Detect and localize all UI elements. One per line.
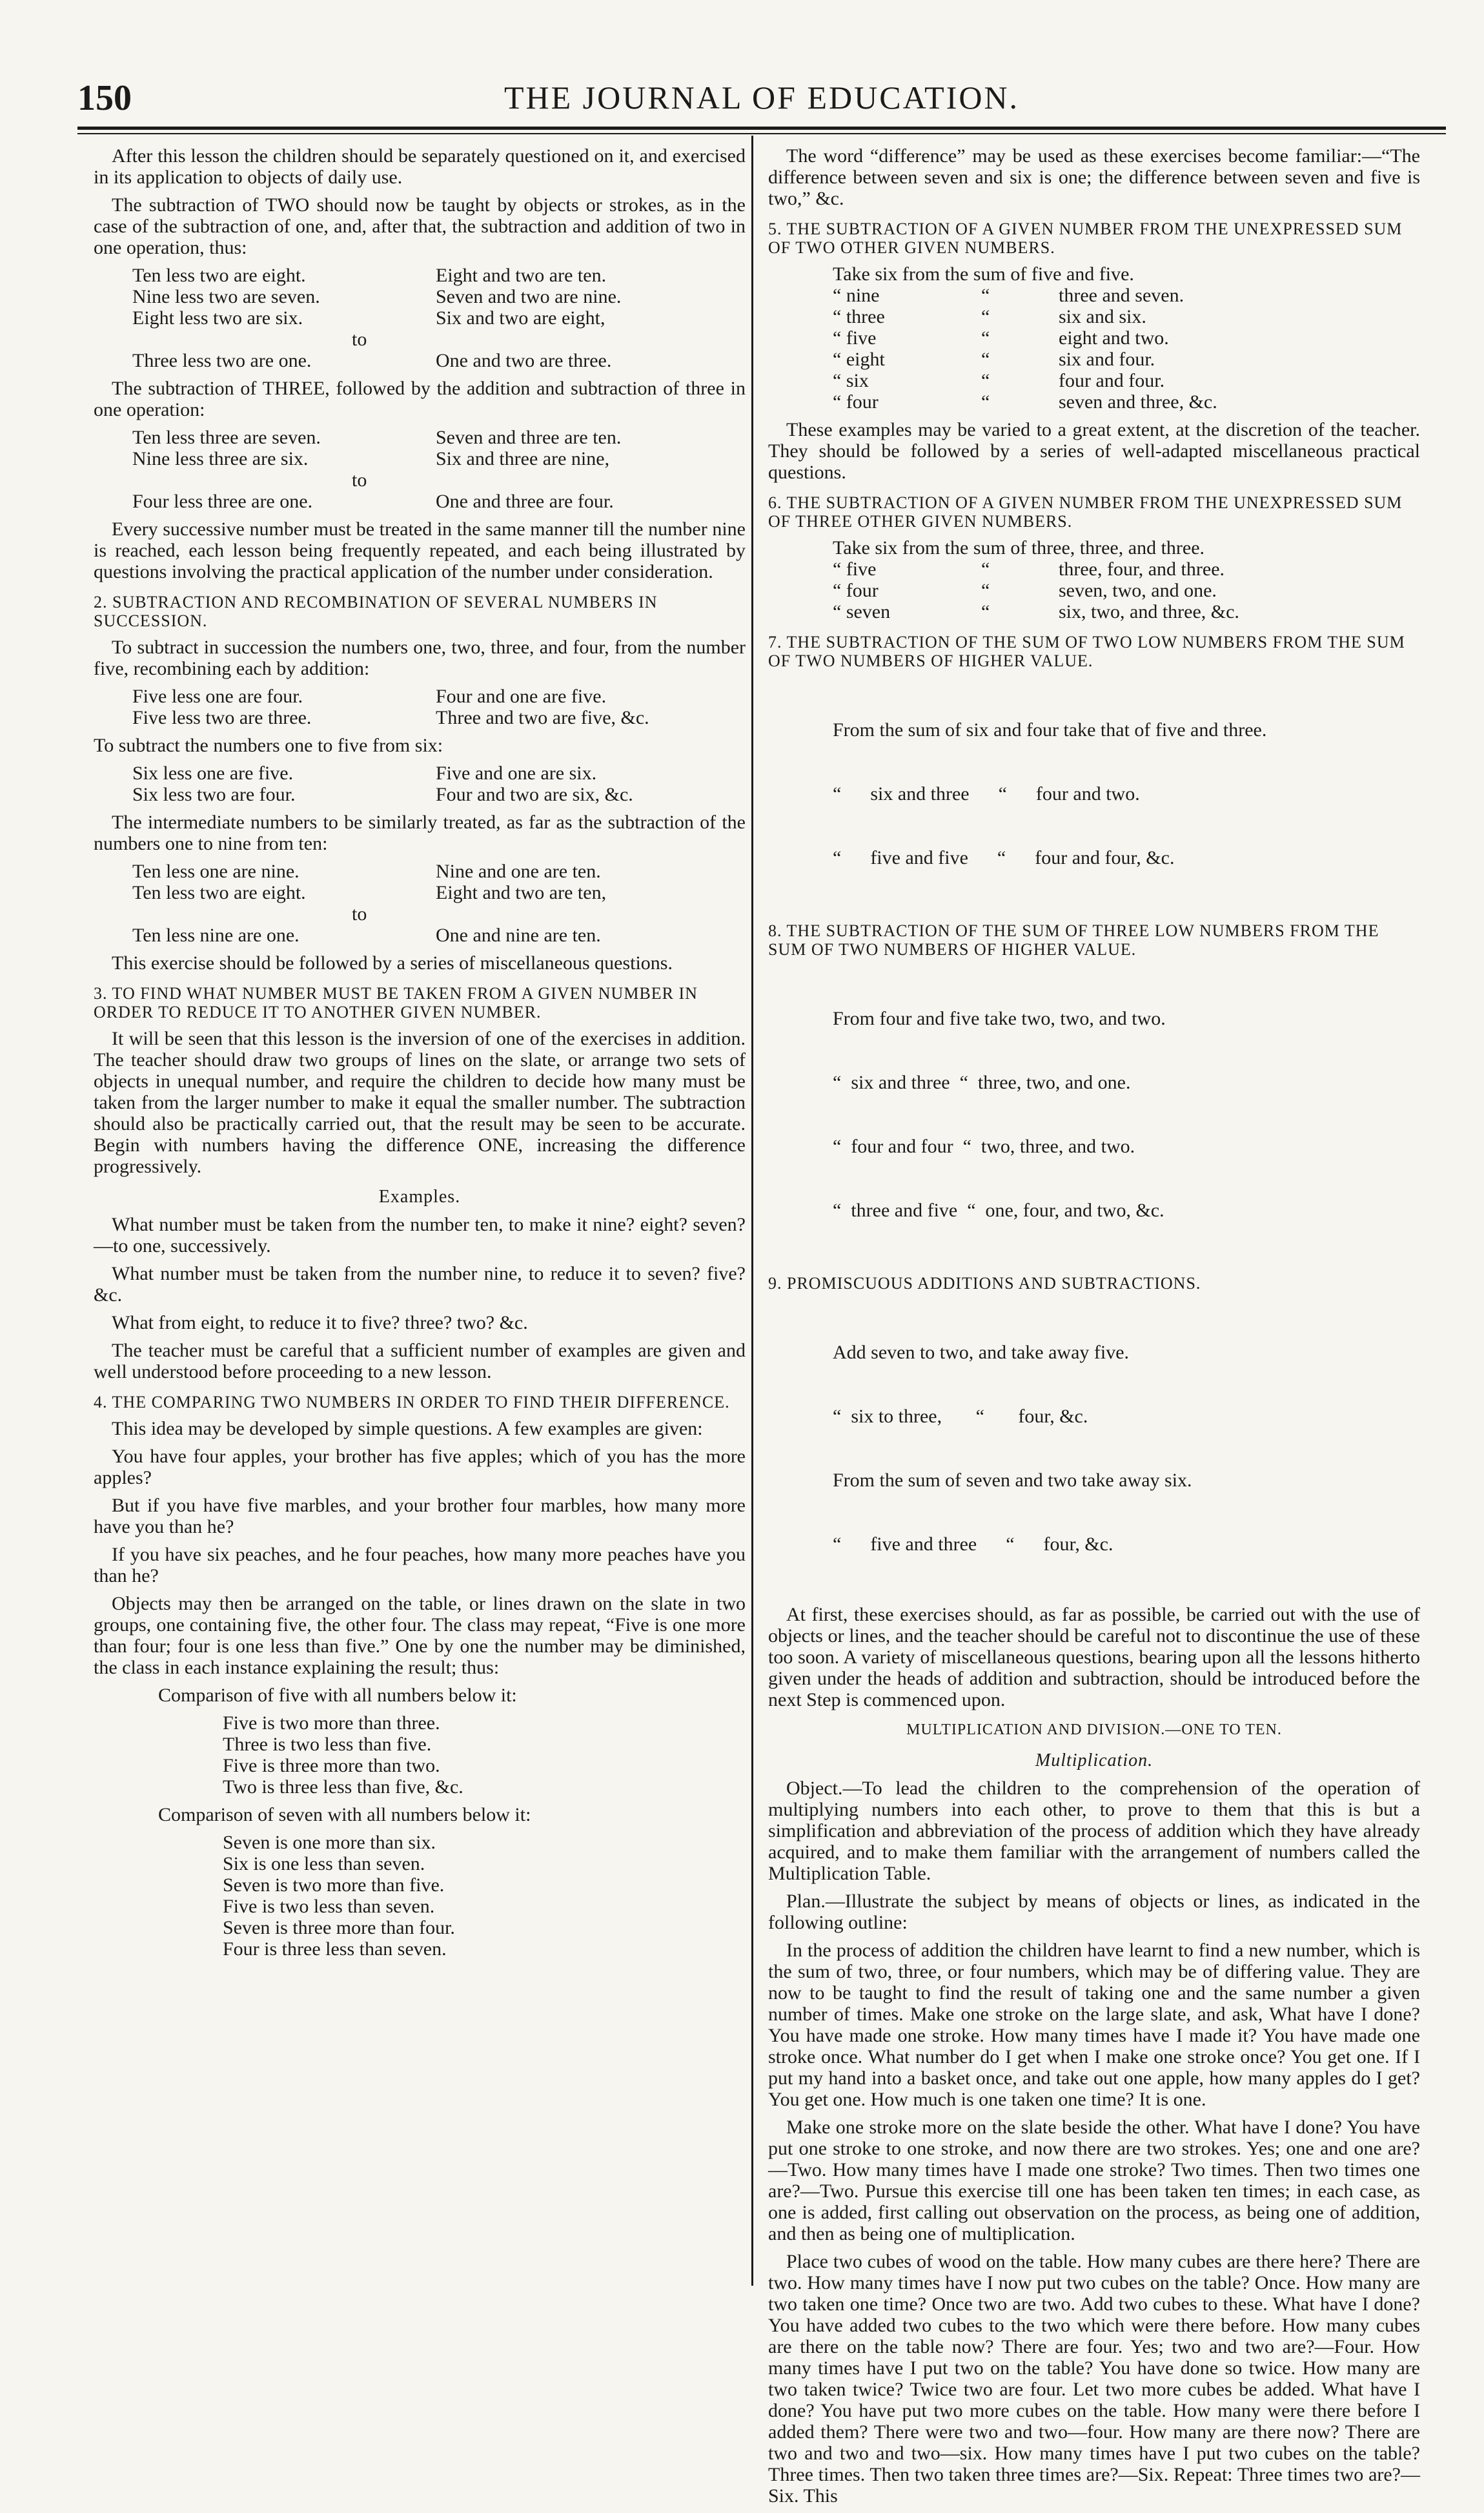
- table-row: Five less one are four. Four and one are five.: [132, 686, 607, 707]
- list-item: Four is three less than seven.: [223, 1938, 447, 1960]
- list-item: “ five and five “ four and four, &c.: [833, 847, 1175, 868]
- table-row: “ three “ six and six.: [833, 306, 1146, 327]
- section-heading: 9. PROMISCUOUS ADDITIONS AND SUBTRACTIONS.: [768, 1274, 1201, 1293]
- table-row: Ten less two are eight. Eight and two are ten.: [132, 265, 607, 286]
- examples-title: Examples.: [378, 1187, 461, 1207]
- paragraph: To subtract the numbers one to five from six:: [94, 735, 443, 756]
- paragraph: To subtract in succession the numbers one, two, three, and four, from the number five, recombining each by addition:: [94, 637, 746, 679]
- list-item: “ four and four “ two, three, and two.: [833, 1136, 1135, 1157]
- exercise-list-seven: [768, 677, 1420, 911]
- table-row: Ten less nine are one. One and nine are ten.: [132, 925, 601, 946]
- list-item: Seven is two more than five.: [223, 1874, 445, 1896]
- subtraction-table-three: [94, 427, 746, 512]
- table-row: “ eight “ six and four.: [833, 349, 1155, 370]
- comparison-list-seven: [94, 1832, 746, 1960]
- list-item: Seven is three more than four.: [223, 1917, 455, 1938]
- paragraph: What number must be taken from the number nine, to reduce it to seven? five? &c.: [94, 1263, 746, 1306]
- left-column: [94, 145, 746, 1966]
- section-heading: 2. SUBTRACTION AND RECOMBINATION OF SEVERAL NUMBERS IN SUCCESSION.: [94, 593, 658, 630]
- table-row: “ seven “ six, two, and three, &c.: [833, 601, 1239, 622]
- section-heading: 3. TO FIND WHAT NUMBER MUST BE TAKEN FROM A GIVEN NUMBER IN ORDER TO REDUCE IT TO ANOTHER GIVEN NUMBER.: [94, 984, 698, 1021]
- list-item: Two is three less than five, &c.: [223, 1776, 463, 1798]
- paragraph: It will be seen that this lesson is the inversion of one of the exercises in addition. The teacher should draw two groups of lines on the slate, or arrange two sets of objects in unequal number, and require the children to decide how many must be taken from the larger number to make it equal the smaller number. The subtraction should also be practically carried out, that the result may be seen to be accurate. Begin with numbers having the difference ONE, increasing the difference progressively.: [94, 1028, 746, 1177]
- list-item: Five is two more than three.: [223, 1712, 440, 1734]
- paragraph: Make one stroke more on the slate beside the other. What have I done? You have put one stroke to one stroke, and now there are two strokes. Yes; one and one are?—Two. How many times have I made one stroke? Two times. Then two times one are?—Two. Pursue this exercise till one has been taken ten times; in each case, as one is added, first calling out observation on the process, as being one of addition, and then as being one of multiplication.: [768, 2117, 1420, 2244]
- paragraph: The subtraction of THREE, followed by the addition and subtraction of three in one operation:: [94, 378, 746, 420]
- comparison-title: Comparison of five with all numbers below it:: [158, 1685, 517, 1706]
- paragraph: Objects may then be arranged on the table, or lines drawn on the slate in two groups, one containing five, the other four. The class may repeat, “Five is one more than four; four is one less than five.” One by one the number may be diminished, the class in each instance explaining the result; thus:: [94, 1593, 746, 1678]
- paragraph: If you have six peaches, and he four peaches, how many more peaches have you than he?: [94, 1544, 746, 1586]
- paragraph: This exercise should be followed by a series of miscellaneous questions.: [112, 952, 673, 974]
- to-word: to: [352, 329, 367, 350]
- subsection-title: Multiplication.: [1035, 1750, 1154, 1770]
- table-row: “ five “ eight and two.: [833, 327, 1169, 349]
- paragraph: In the process of addition the children have learnt to find a new number, which is the sum of two, three, or four numbers, which may be of differing value. They are now to be taught to find the result of taking one and the same number a given number of times. Make one stroke on the large slate, and ask, What have I done? You have made one stroke. How many times have I made it? You have made one stroke once. What number do I get when I make one stroke once? You get one. If I put my hand into a basket once, and take out one apple, how many apples do I get? You get one. How much is one taken one time? It is one.: [768, 1940, 1420, 2110]
- to-word: to: [352, 469, 367, 491]
- to-word: to: [352, 903, 367, 925]
- table-row: Nine less two are seven. Seven and two are nine.: [132, 286, 622, 307]
- section-heading: 6. THE SUBTRACTION OF A GIVEN NUMBER FROM THE UNEXPRESSED SUM OF THREE OTHER GIVEN NUMBERS.: [768, 493, 1403, 531]
- list-item: Three is two less than five.: [223, 1734, 432, 1755]
- paragraph: But if you have five marbles, and your brother four marbles, how many more have you than he?: [94, 1495, 746, 1537]
- section-heading: 5. THE SUBTRACTION OF A GIVEN NUMBER FROM THE UNEXPRESSED SUM OF TWO OTHER GIVEN NUMBERS.: [768, 220, 1403, 257]
- exercise-list-nine: [768, 1299, 1420, 1597]
- list-item: “ six and three “ four and two.: [833, 783, 1140, 805]
- column-divider: [751, 136, 753, 2286]
- table-row: “ four “ seven and three, &c.: [833, 391, 1217, 413]
- exercise-list-eight: [768, 965, 1420, 1264]
- list-item: “ six and three “ three, two, and one.: [833, 1072, 1131, 1093]
- table-row: Six less two are four. Four and two are six, &c.: [132, 784, 633, 805]
- exercise-list-five: [768, 263, 1420, 413]
- list-item: “ five and three “ four, &c.: [833, 1533, 1113, 1555]
- subtraction-table-two: [94, 265, 746, 371]
- section-heading: 4. THE COMPARING TWO NUMBERS IN ORDER TO FIND THEIR DIFFERENCE.: [94, 1393, 730, 1411]
- comparison-list-five: [94, 1712, 746, 1798]
- paragraph: Object.—To lead the children to the comprehension of the operation of multiplying numbers into each other, to prove to them that this is but a simplification and abbreviation of the process of addition which they have already acquired, and to make them familiar with the arrangement of numbers called the Multiplication Table.: [768, 1778, 1420, 1884]
- list-item: From the sum of six and four take that of five and three.: [833, 719, 1267, 741]
- table-row: Ten less three are seven. Seven and three are ten.: [132, 427, 622, 448]
- list-item: Seven is one more than six.: [223, 1832, 436, 1853]
- journal-title: THE JOURNAL OF EDUCATION.: [503, 79, 1020, 116]
- page-header: [77, 77, 1446, 123]
- list-item: Add seven to two, and take away five.: [833, 1342, 1130, 1363]
- list-item: Five is three more than two.: [223, 1755, 440, 1776]
- list-item: From the sum of seven and two take away six.: [833, 1470, 1192, 1491]
- table-row: Ten less two are eight. Eight and two are ten,: [132, 882, 607, 903]
- table-row: Eight less two are six. Six and two are eight,: [132, 307, 605, 329]
- paragraph: The subtraction of TWO should now be taught by objects or strokes, as in the case of the subtraction of one, and, after that, the subtraction and addition of two in one operation, thus:: [94, 194, 746, 258]
- subtraction-table-ten: [94, 861, 746, 946]
- table-row: “ four “ seven, two, and one.: [833, 580, 1217, 601]
- list-item: Five is two less than seven.: [223, 1896, 435, 1917]
- paragraph: Place two cubes of wood on the table. How many cubes are there here? There are two. How many times have I now put two cubes on the table? Once. How many are two taken one time? Once two are two. Add two cubes to these. What have I done? You have added two cubes to the two which were there before. How many cubes are there on the table now? There are four. Yes; two and two are?—Four. How many times have I put two on the table? You have done so twice. How many are two taken twice? Twice two are four. Let two more cubes be added. What have I done? You have put two more cubes on the table. How many were there before I added them? There were two and two—four. How many are there now? There are two and two and two—six. How many times have I put two cubes on the table? Three times. Then two taken three times are?—Six. Repeat: Three times two are?—Six. This: [768, 2251, 1420, 2507]
- comparison-title: Comparison of seven with all numbers below it:: [158, 1804, 531, 1825]
- list-item: “ six to three, “ four, &c.: [833, 1406, 1088, 1427]
- paragraph: You have four apples, your brother has five apples; which of you has the more apples?: [94, 1446, 746, 1488]
- table-row: Three less two are one. One and two are three.: [132, 350, 612, 371]
- page-number: 150: [77, 78, 132, 118]
- table-row: “ nine “ three and seven.: [833, 285, 1184, 306]
- exercise-list-six: [768, 537, 1420, 622]
- table-row: “ five “ three, four, and three.: [833, 559, 1225, 580]
- paragraph: After this lesson the children should be separately questioned on it, and exercised in its application to objects of daily use.: [94, 145, 746, 188]
- list-item: Six is one less than seven.: [223, 1853, 425, 1874]
- header-rule-thin: [77, 133, 1446, 134]
- list-item: Take six from the sum of five and five.: [833, 263, 1134, 285]
- paragraph: What number must be taken from the number ten, to make it nine? eight? seven?—to one, successively.: [94, 1214, 746, 1256]
- subtraction-table-six: [94, 763, 746, 805]
- subtraction-table-five: [94, 686, 746, 728]
- paragraph: The intermediate numbers to be similarly treated, as far as the subtraction of the numbers one to nine from ten:: [94, 812, 746, 854]
- table-row: Nine less three are six. Six and three are nine,: [132, 448, 610, 469]
- table-row: Ten less one are nine. Nine and one are ten.: [132, 861, 601, 882]
- section-title: MULTIPLICATION AND DIVISION.—ONE TO TEN.: [906, 1721, 1282, 1738]
- table-row: Five less two are three. Three and two are five, &c.: [132, 707, 649, 728]
- paragraph: What from eight, to reduce it to five? three? two? &c.: [112, 1312, 528, 1333]
- paragraph: Every successive number must be treated in the same manner till the number nine is reached, each lesson being frequently repeated, and each being illustrated by questions involving the practical application of the number under consideration.: [94, 518, 746, 582]
- paragraph: These examples may be varied to a great extent, at the discretion of the teacher. They should be followed by a series of well-adapted miscellaneous practical questions.: [768, 419, 1420, 483]
- paragraph: The teacher must be careful that a sufficient number of examples are given and well understood before proceeding to a new lesson.: [94, 1340, 746, 1382]
- right-column: [768, 145, 1420, 2513]
- paragraph: Plan.—Illustrate the subject by means of objects or lines, as indicated in the following outline:: [768, 1891, 1420, 1933]
- list-item: Take six from the sum of three, three, and three.: [833, 537, 1205, 559]
- paragraph: This idea may be developed by simple questions. A few examples are given:: [112, 1418, 703, 1439]
- table-row: Six less one are five. Five and one are six.: [132, 763, 597, 784]
- paragraph: At first, these exercises should, as far as possible, be carried out with the use of objects or lines, and the teacher should be careful not to discontinue the use of these too soon. A variety of miscellaneous questions, bearing upon all the lessons hitherto given under the heads of addition and subtraction, should be introduced before the next Step is commenced upon.: [768, 1604, 1420, 1710]
- header-rule-thick: [77, 127, 1446, 130]
- section-heading: 7. THE SUBTRACTION OF THE SUM OF TWO LOW NUMBERS FROM THE SUM OF TWO NUMBERS OF HIGHER VALUE.: [768, 633, 1405, 670]
- paragraph: The word “difference” may be used as these exercises become familiar:—“The difference between seven and six is one; the difference between seven and five is two,” &c.: [768, 145, 1420, 209]
- list-item: From four and five take two, two, and two.: [833, 1008, 1166, 1029]
- section-heading: 8. THE SUBTRACTION OF THE SUM OF THREE LOW NUMBERS FROM THE SUM OF TWO NUMBERS OF HIGHER VALUE.: [768, 921, 1379, 959]
- list-item: “ three and five “ one, four, and two, &c.: [833, 1200, 1164, 1221]
- table-row: “ six “ four and four.: [833, 370, 1165, 391]
- table-row: Four less three are one. One and three are four.: [132, 491, 614, 512]
